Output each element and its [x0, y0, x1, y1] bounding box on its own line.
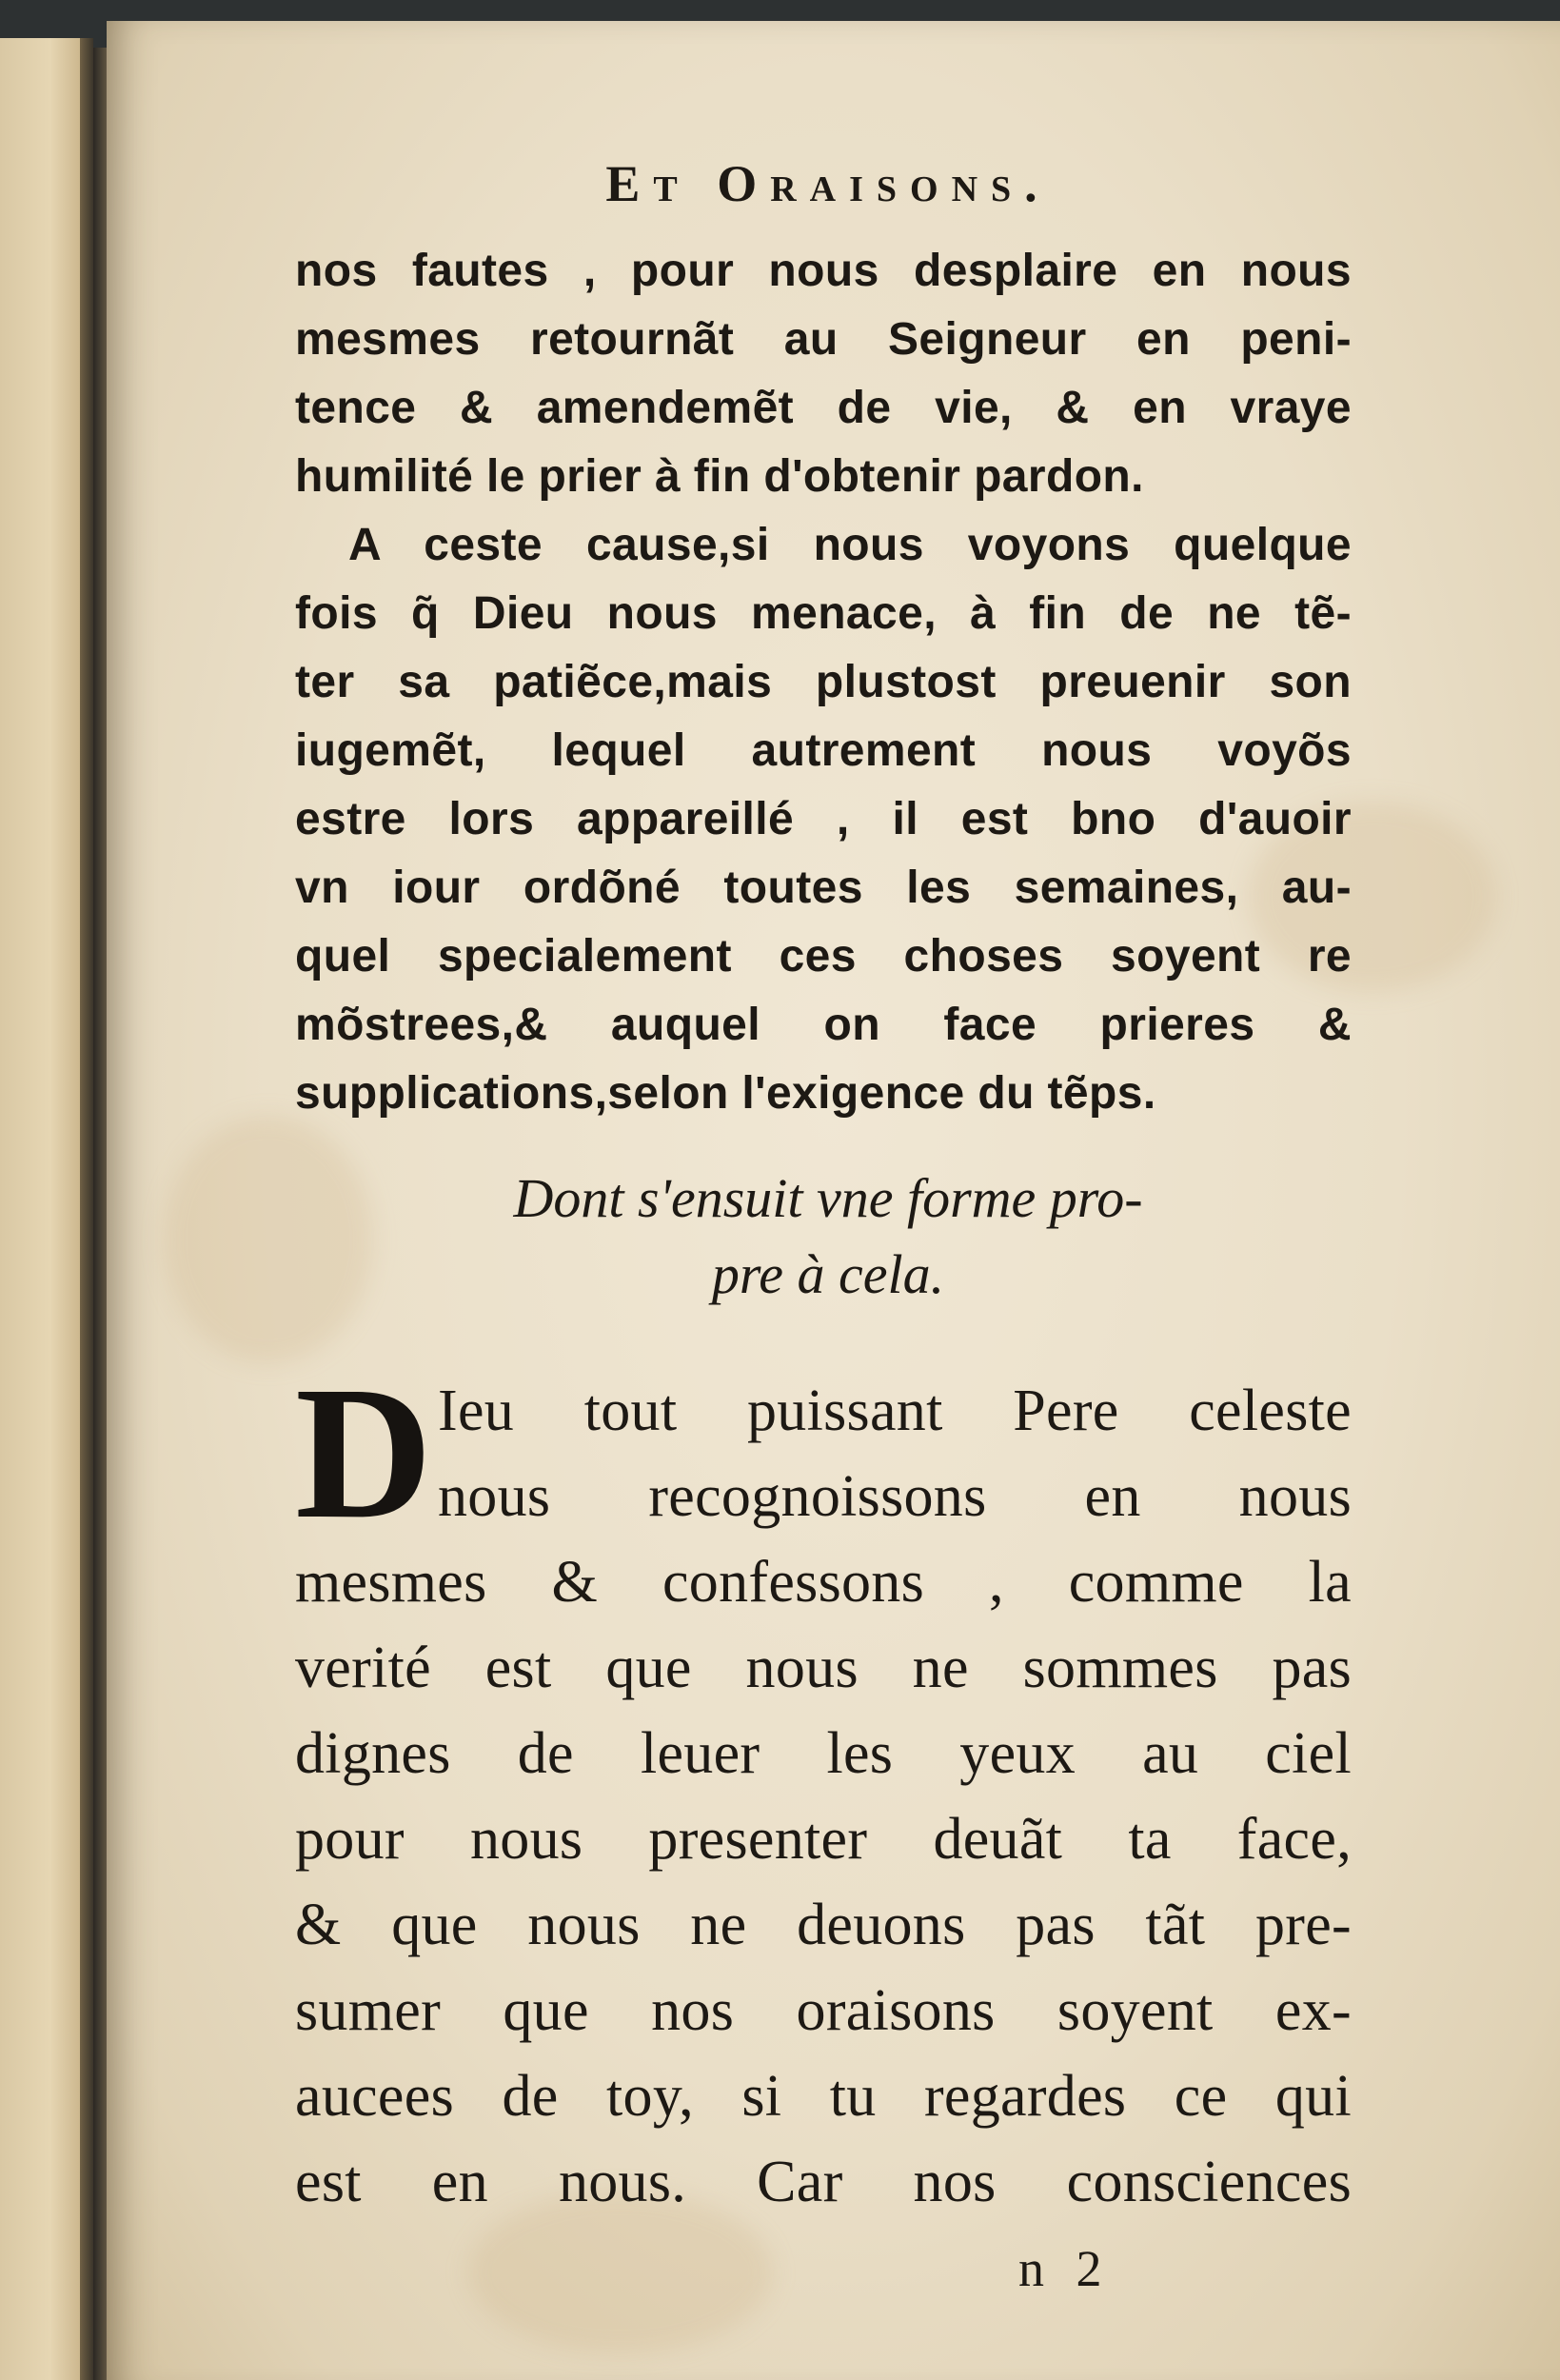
text-line: dignes de leuer les yeux au ciel	[295, 1721, 1352, 1786]
left-page-edge	[80, 38, 93, 2380]
text-line: humilité le prier à fin d'obtenir pardon.	[295, 451, 1144, 502]
text-line: quel specialement ces choses soyent re	[295, 931, 1352, 982]
paper-stain	[164, 1116, 373, 1363]
text-line: fois q̃ Dieu nous menace, à fin de ne tẽ-	[295, 588, 1352, 639]
text-line: & que nous ne deuons pas tãt pre-	[295, 1893, 1352, 1957]
section-heading: Dont s'ensuit vne forme pro-	[513, 1167, 1143, 1229]
text-line: pour nous presenter deuãt ta face,	[295, 1807, 1352, 1872]
section-heading: pre à cela.	[711, 1243, 945, 1305]
text-line: A ceste cause,si nous voyons quelque	[348, 520, 1352, 570]
text-line: mõstrees,& auquel on face prieres &	[295, 1000, 1352, 1050]
text-line: verité est que nous ne sommes pas	[295, 1636, 1352, 1700]
text-line: supplications,selon l'exigence du tẽps.	[295, 1068, 1156, 1119]
running-head: Et Oraisons.	[605, 155, 1051, 212]
text-line: sumer que nos oraisons soyent ex-	[295, 1978, 1352, 2043]
drop-cap-initial: D	[295, 1348, 433, 1558]
text-line: iugemẽt, lequel autrement nous voyõs	[295, 725, 1352, 776]
text-line: nous recognoissons en nous	[438, 1464, 1352, 1529]
text-line: nos fautes , pour nous desplaire en nous	[295, 246, 1352, 296]
text-line: ter sa patiẽce,mais plustost preuenir son	[295, 657, 1352, 707]
text-line: estre lors appareillé , il est bno d'auoir	[295, 794, 1352, 844]
left-page	[0, 38, 90, 2380]
text-line: tence & amendemẽt de vie, & en vraye	[295, 383, 1352, 433]
text-line: mesmes retournãt au Seigneur en peni-	[295, 314, 1352, 365]
signature-mark: n 2	[1018, 2240, 1112, 2297]
text-line: Ieu tout puissant Pere celeste	[438, 1378, 1352, 1443]
text-line: vn iour ordõné toutes les semaines, au-	[295, 863, 1352, 913]
text-line: mesmes & confessons , comme la	[295, 1550, 1352, 1615]
right-page	[107, 21, 1560, 2380]
text-line: aucees de toy, si tu regardes ce qui	[295, 2064, 1352, 2129]
text-line: est en nous. Car nos consciences	[295, 2150, 1352, 2214]
